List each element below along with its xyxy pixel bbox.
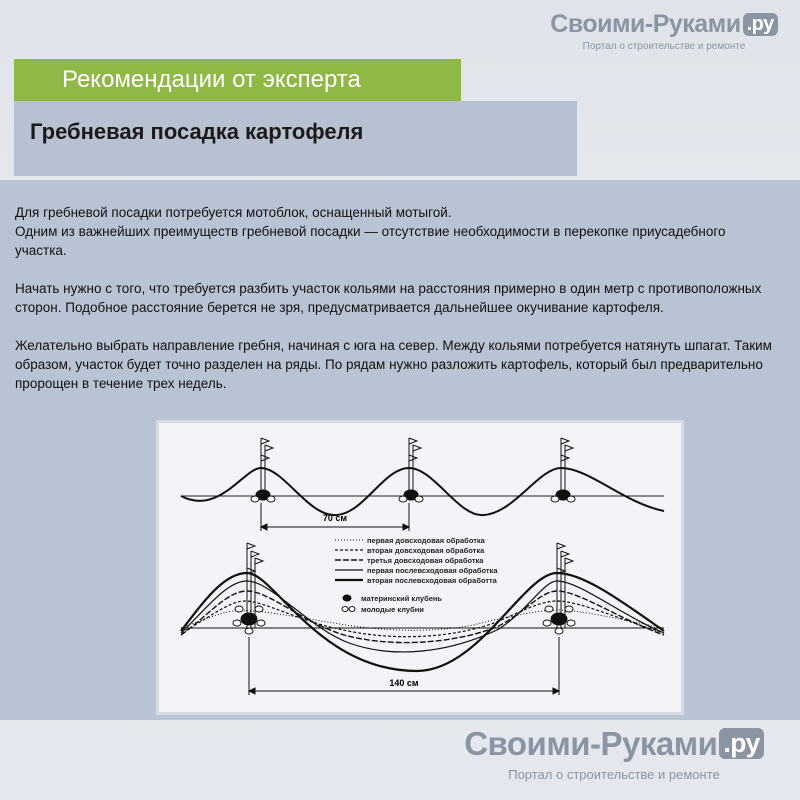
legend-label: первая довсходовая обработка bbox=[367, 536, 485, 545]
legend-label: третья довсходовая обработка bbox=[367, 556, 484, 565]
dimension-140-label: 140 см bbox=[389, 678, 419, 688]
paragraph: Желательно выбрать направление гребня, начиная с юга на север. Между кольями потребуется натянуть шпагат. Таким образом, участок будет точно разделен на ряды. По рядам нужно разложить картофель, который был предварительно пророщен в течение трех недель. bbox=[15, 338, 772, 391]
logo-tld: .ру bbox=[743, 13, 778, 36]
article-text bbox=[15, 203, 775, 412]
legend bbox=[335, 540, 363, 612]
logo-tagline: Портал о строительстве и ремонте bbox=[582, 41, 746, 52]
ridge-profile-top bbox=[181, 468, 664, 515]
ridge-planting-diagram bbox=[156, 420, 684, 715]
paragraph: Для гребневой посадки потребуется мотоблок, оснащенный мотыгой. Одним из важнейших преимуществ гребневой посадки — отсутствие необходимости в перекопке приусадебного участка. bbox=[15, 205, 726, 258]
page-title: Гребневая посадка картофеля bbox=[30, 119, 364, 144]
logo-tld: .ру bbox=[719, 728, 763, 759]
legend-labels bbox=[361, 536, 498, 614]
dimension-70-label: 70 см bbox=[322, 513, 348, 523]
title-box bbox=[14, 101, 577, 176]
paragraph: Начать нужно с того, что требуется разбить участок кольями на расстояния примерно в один метр с противоположных сторон. Подобное расстояние берется не зря, предусматривается дальнейшее окучивание картофеля. bbox=[15, 281, 762, 315]
legend-label: молодые клубни bbox=[361, 605, 424, 614]
diagram-svg bbox=[159, 423, 681, 712]
logo-brand: Своими-Руками .ру bbox=[444, 725, 784, 763]
site-logo-footer[interactable] bbox=[444, 725, 784, 782]
logo-tagline: Портал о строительстве и ремонте bbox=[508, 767, 720, 782]
legend-label: материнский клубень bbox=[361, 594, 443, 603]
legend-label: первая послевсходовая обработка bbox=[367, 566, 498, 575]
site-logo[interactable] bbox=[544, 10, 784, 52]
expert-badge: Рекомендации от эксперта bbox=[14, 59, 461, 101]
logo-brand: Своими-Руками .ру bbox=[544, 10, 784, 39]
legend-label: вторая довсходовая обработка bbox=[367, 546, 485, 555]
legend-label: вторая послевсходовая обработта bbox=[367, 576, 497, 585]
